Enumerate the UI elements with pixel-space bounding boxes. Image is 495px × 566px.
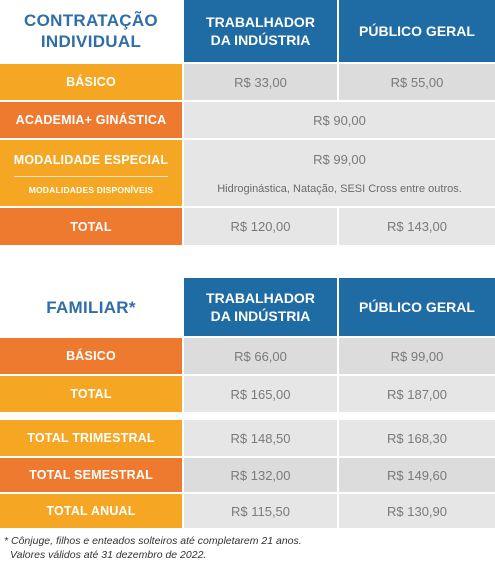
individual-total-public: R$ 143,00 [339,208,495,245]
family-quarterly-public: R$ 168,30 [339,420,495,456]
special-divider [14,176,168,177]
family-total-public: R$ 187,00 [339,376,495,412]
family-basic-label: BÁSICO [0,338,182,374]
col-public-label: PÚBLICO GERAL [359,23,475,39]
individual-title-line1: CONTRATAÇÃO [24,11,158,30]
family-title: FAMILIAR* [46,297,136,317]
individual-special-price: R$ 99,00 [313,151,366,167]
individual-available-text: Hidroginástica, Natação, SESI Cross entre outros. [217,183,462,195]
individual-gym-label: ACADEMIA+ GINÁSTICA [0,102,182,138]
family-quarterly-worker: R$ 148,50 [184,420,337,456]
footnote-line2: Valores válidos até 31 dezembro de 2022. [10,549,207,561]
family-annual-label: TOTAL ANUAL [0,494,182,528]
col-worker-line2: DA INDÚSTRIA [210,32,311,48]
individual-gym-price: R$ 90,00 [184,102,495,138]
family-col-public-label: PÚBLICO GERAL [359,299,475,315]
individual-special-label: MODALIDADE ESPECIAL [13,153,169,167]
family-annual-public: R$ 130,90 [339,494,495,528]
individual-basic-worker: R$ 33,00 [184,64,337,100]
individual-title-line2: INDIVIDUAL [40,32,142,51]
family-semester-public: R$ 149,60 [339,458,495,492]
family-total-worker: R$ 165,00 [184,376,337,412]
footnote-line1: * Cônjuge, filhos e enteados solteiros até completarem 21 anos. [4,535,302,547]
family-col-worker [184,278,337,336]
col-worker-line1: TRABALHADOR [206,14,315,30]
individual-col-worker [184,0,337,62]
individual-title [0,0,182,62]
family-col-worker-line2: DA INDÚSTRIA [210,308,311,324]
family-col-public [339,278,495,336]
individual-total-worker: R$ 120,00 [184,208,337,245]
family-quarterly-label: TOTAL TRIMESTRAL [0,420,182,456]
family-total-label: TOTAL [0,376,182,412]
individual-col-public [339,0,495,62]
family-semester-label: TOTAL SEMESTRAL [0,458,182,492]
family-col-worker-line1: TRABALHADOR [206,290,315,306]
individual-basic-public: R$ 55,00 [339,64,495,100]
individual-available-label: MODALIDADES DISPONÍVEIS [28,185,154,195]
individual-total-label: TOTAL [0,208,182,245]
family-semester-worker: R$ 132,00 [184,458,337,492]
family-annual-worker: R$ 115,50 [184,494,337,528]
family-basic-worker: R$ 66,00 [184,338,337,374]
individual-basic-label: BÁSICO [0,64,182,100]
family-basic-public: R$ 99,00 [339,338,495,374]
